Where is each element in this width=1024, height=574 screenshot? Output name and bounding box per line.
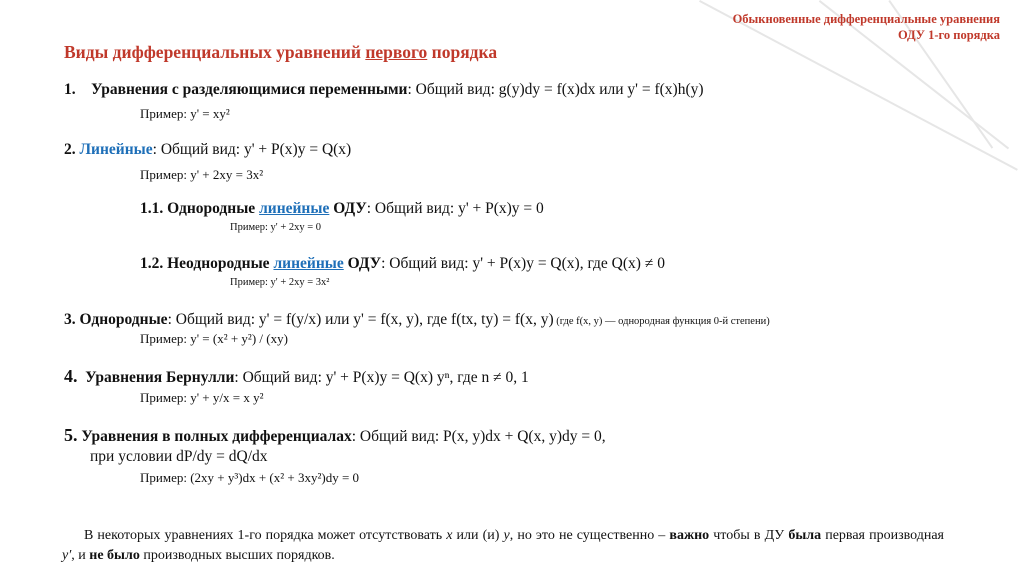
footnote-paragraph: [62, 526, 944, 566]
note-bold: важно: [669, 528, 710, 543]
section-2-name: Линейные: [79, 141, 153, 158]
section-2-1-example: Пример: y' + 2xy = 0: [230, 222, 322, 233]
section-2-2-general: : Общий вид: y' + P(x)y = Q(x), где Q(x) ≠ 0: [381, 255, 665, 272]
section-3-general: : Общий вид: y' = f(y/x) или y' = f(x, y), где f(tx, ty) = f(x, y): [167, 311, 554, 328]
section-4-number: 4.: [64, 366, 78, 386]
header-line-1: Обыкновенные дифференциальные уравнения: [732, 12, 1000, 26]
note-text: В некоторых уравнениях 1-го порядка может отсутствовать: [84, 528, 447, 543]
title-part-1: Виды дифференциальных уравнений: [64, 42, 366, 62]
note-var-y-prime: y′: [62, 548, 72, 563]
title-part-2: порядка: [427, 42, 498, 62]
note-text: чтобы в ДУ: [709, 528, 789, 543]
section-2-2-number: 1.2. Неоднородные: [140, 255, 274, 272]
section-3-example: Пример: y' = (x² + y²) / (xy): [140, 331, 288, 346]
header-line-2: ОДУ 1-го порядка: [897, 28, 1000, 42]
section-4-general: : Общий вид: y' + P(x)y = Q(x) yⁿ, где n ≠ 0, 1: [234, 369, 529, 386]
section-1-name: Уравнения с разделяющимися переменными: [91, 81, 408, 98]
section-4-example: Пример: y' + y/x = x y²: [140, 390, 264, 405]
section-2-2-link[interactable]: линейные: [273, 255, 344, 272]
section-2-1-link[interactable]: линейные: [259, 200, 330, 217]
section-2-1-name: ОДУ: [329, 200, 367, 217]
slide-header: [620, 11, 1000, 43]
note-bold: была: [788, 528, 822, 543]
note-text: производных высших порядков.: [139, 548, 335, 563]
title-underlined: первого: [365, 42, 428, 62]
section-5-condition: при условии dP/dy = dQ/dx: [90, 448, 268, 465]
section-3-name: Однородные: [75, 311, 168, 328]
note-var-x: x: [446, 528, 453, 543]
section-2-heading: [64, 141, 351, 159]
section-3-note: (где f(x, y) — однородная функция 0-й степени): [553, 316, 770, 327]
section-2-example: Пример: y' + 2xy = 3x²: [140, 167, 264, 182]
section-5-name: Уравнения в полных дифференциалах: [81, 428, 352, 445]
section-5-example: Пример: (2xy + y³)dx + (x² + 3xy²)dy = 0: [140, 470, 360, 485]
section-1-example: Пример: y' = xy²: [140, 106, 230, 121]
note-text: , но это не существенно –: [509, 528, 670, 543]
note-text: , и: [71, 548, 90, 563]
section-1-number: 1.: [64, 81, 76, 98]
section-4-heading: [64, 366, 529, 387]
section-5-number: 5.: [64, 425, 78, 445]
note-text: или (и): [452, 528, 504, 543]
section-2-2-example: Пример: y' + 2xy = 3x²: [230, 277, 330, 288]
section-2-general: : Общий вид: y' + P(x)y = Q(x): [152, 141, 352, 158]
section-2-2-heading: [140, 255, 665, 273]
section-1-general: : Общий вид: g(y)dy = f(x)dx или y' = f(x)h(y): [407, 81, 704, 98]
note-var-y: y: [503, 528, 510, 543]
section-3-number: 3.: [64, 311, 76, 328]
section-2-1-heading: [140, 200, 544, 218]
section-5-general: : Общий вид: P(x, y)dx + Q(x, y)dy = 0,: [351, 428, 606, 445]
section-2-number: 2.: [64, 141, 76, 158]
section-5-heading: [64, 425, 606, 446]
section-2-1-number: 1.1. Однородные: [140, 200, 260, 217]
section-1-heading: [64, 81, 704, 99]
section-2-2-name: ОДУ: [343, 255, 382, 272]
page-title: [64, 42, 497, 63]
note-bold: не было: [89, 548, 140, 563]
section-3-heading: [64, 311, 770, 329]
note-text: первая производная: [821, 528, 944, 543]
section-2-1-general: : Общий вид: y' + P(x)y = 0: [366, 200, 544, 217]
section-4-name: Уравнения Бернулли: [85, 369, 235, 386]
